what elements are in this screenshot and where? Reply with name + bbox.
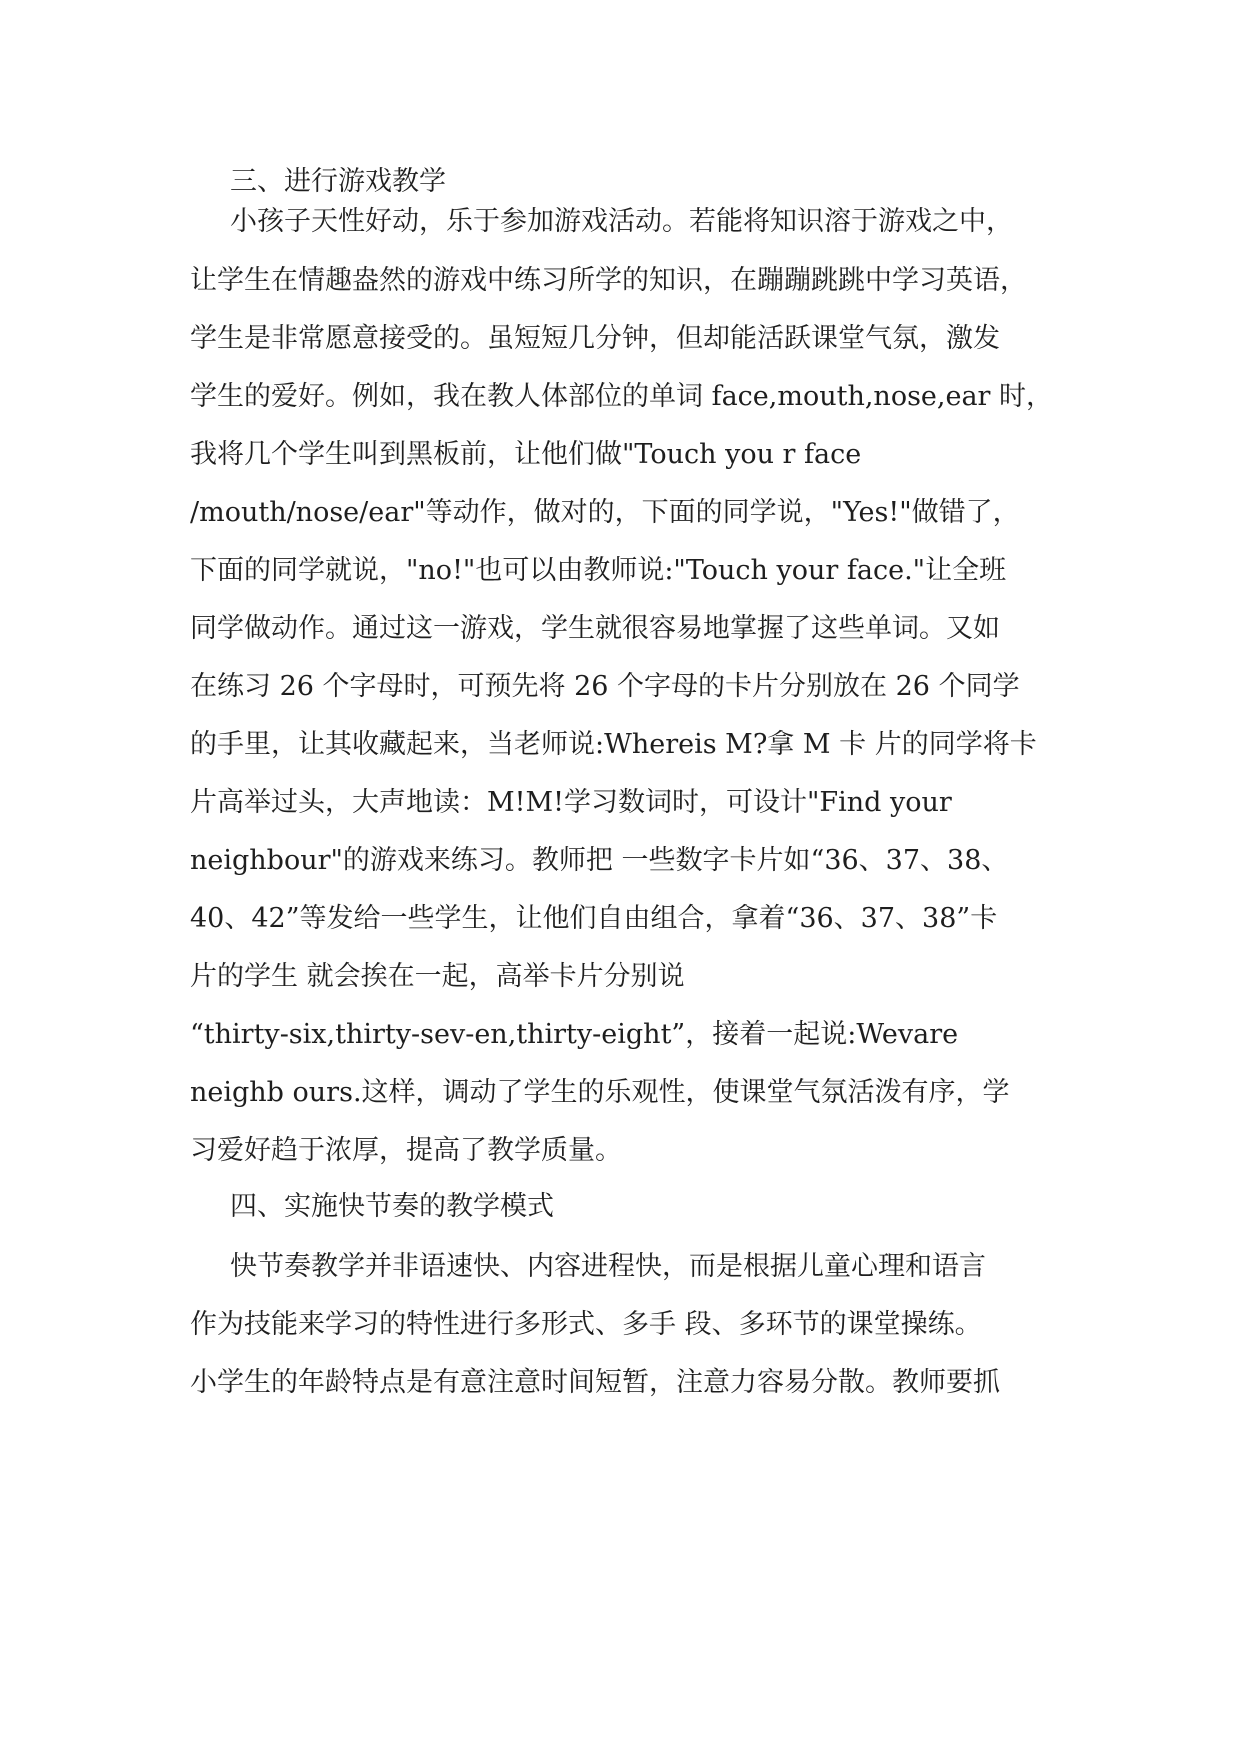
paragraph-line: /mouth/nose/ear"等动作，做对的，下面的同学说，"Yes!"做错了，	[190, 497, 1020, 528]
paragraph-line: “thirty-six,thirty-sev-en,thirty-eight”，接着一起说:Wevare	[190, 1019, 959, 1050]
paragraph-line: 在练习 26 个字母时，可预先将 26 个字母的卡片分别放在 26 个同学	[190, 671, 1020, 702]
paragraph-line: 学生的爱好。例如，我在教人体部位的单词 face,mouth,nose,ear 时，	[190, 381, 1054, 412]
paragraph-line: 小学生的年龄特点是有意注意时间短暂，注意力容易分散。教师要抓	[190, 1367, 1000, 1398]
paragraph-line: 同学做动作。通过这一游戏，学生就很容易地掌握了这些单词。又如	[190, 613, 1000, 644]
paragraph-line: 40、42”等发给一些学生，让他们自由组合，拿着“36、37、38”卡	[190, 903, 998, 934]
paragraph-line: 片的学生 就会挨在一起，高举卡片分别说	[190, 961, 685, 992]
paragraph-line: 习爱好趋于浓厚，提高了教学质量。	[190, 1135, 622, 1166]
paragraph-line: 让学生在情趣盎然的游戏中练习所学的知识，在蹦蹦跳跳中学习英语，	[190, 265, 1027, 296]
paragraph-line: 我将几个学生叫到黑板前，让他们做"Touch you r face	[190, 439, 862, 470]
paragraph-line: 快节奏教学并非语速快、内容进程快，而是根据儿童心理和语言	[230, 1251, 986, 1282]
section-heading-4: 四、实施快节奏的教学模式	[230, 1191, 554, 1222]
paragraph-line: neighb ours.这样，调动了学生的乐观性，使课堂气氛活泼有序，学	[190, 1077, 1010, 1108]
paragraph-line: 学生是非常愿意接受的。虽短短几分钟，但却能活跃课堂气氛，激发	[190, 323, 1000, 354]
paragraph-line: 的手里，让其收藏起来，当老师说:Whereis M?拿 M 卡 片的同学将卡	[190, 729, 1037, 760]
paragraph-line: 下面的同学就说，"no!"也可以由教师说:"Touch your face."让全班	[190, 555, 1007, 586]
paragraph-line: 小孩子天性好动，乐于参加游戏活动。若能将知识溶于游戏之中，	[230, 206, 1013, 237]
paragraph-line: 片高举过头，大声地读：M!M!学习数词时，可设计"Find your	[190, 787, 952, 818]
paragraph-line: neighbour"的游戏来练习。教师把 一些数字卡片如“36、37、38、	[190, 845, 1009, 876]
section-heading-3: 三、进行游戏教学	[230, 166, 446, 197]
paragraph-line: 作为技能来学习的特性进行多形式、多手 段、多环节的课堂操练。	[190, 1309, 982, 1340]
